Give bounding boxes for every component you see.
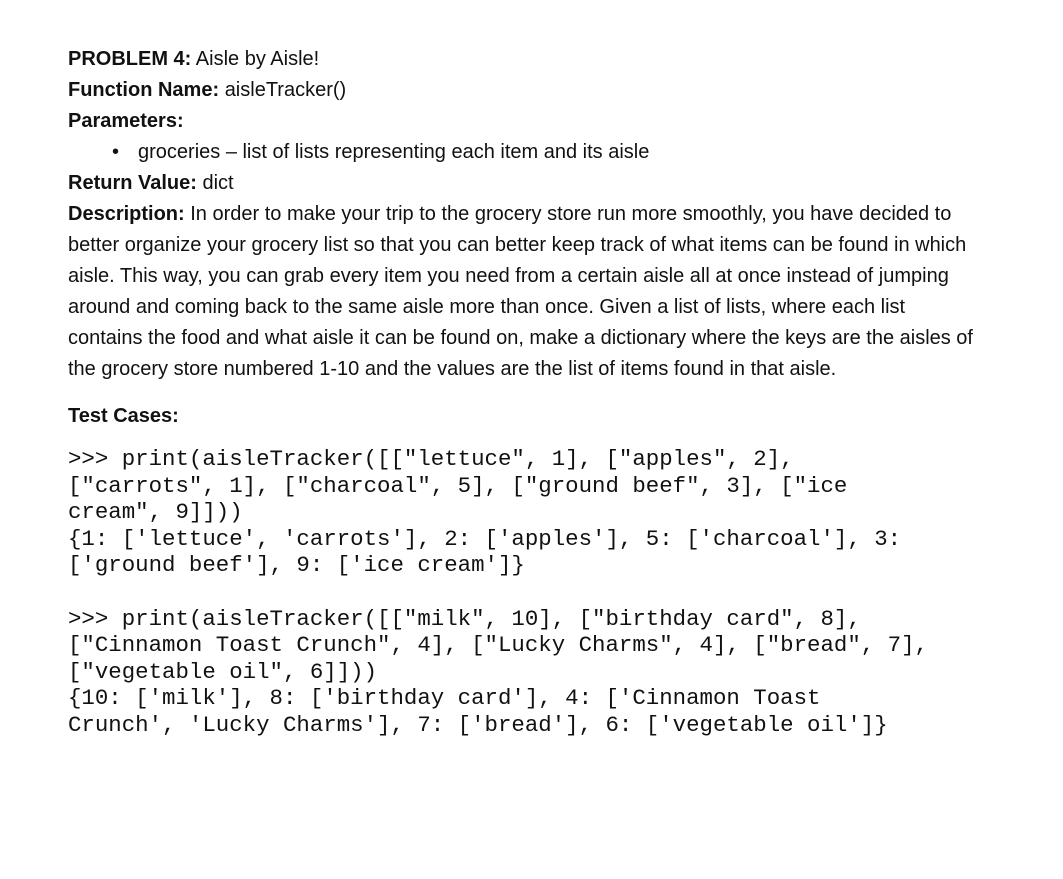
description-paragraph <box>68 199 980 385</box>
problem-heading <box>68 44 998 75</box>
test-cases-label: Test Cases: <box>68 405 179 427</box>
code-line: cream", 9]])) <box>68 499 243 525</box>
function-name-value: aisleTracker() <box>224 79 347 101</box>
problem-label: PROBLEM 4: <box>68 48 192 70</box>
test-case-2 <box>68 606 998 739</box>
output-line: {1: ['lettuce', 'carrots'], 2: ['apples'], 5: ['charcoal'], 3: <box>68 525 902 552</box>
code-line: ["vegetable oil", 6]])) <box>68 658 378 685</box>
output-line: Crunch', 'Lucky Charms'], 7: ['bread'], 6: ['vegetable oil']} <box>68 711 888 738</box>
parameters-row <box>68 106 998 137</box>
test-case-1 <box>68 446 998 579</box>
parameter-text: groceries – list of lists representing each item and its aisle <box>138 141 650 163</box>
bullet-icon: • <box>112 141 120 163</box>
test-cases-heading <box>68 401 998 432</box>
function-name-label: Function Name: <box>68 79 220 101</box>
description-label: Description: <box>68 203 185 225</box>
parameter-item <box>68 137 998 168</box>
problem-title: Aisle by Aisle! <box>195 48 320 70</box>
return-value-text: dict <box>202 172 234 194</box>
code-line: >>> print(aisleTracker([["milk", 10], ["birthday card", 8], <box>68 605 861 632</box>
code-line: ["Cinnamon Toast Crunch", 4], ["Lucky Charms", 4], ["bread", 7], <box>68 632 928 658</box>
output-line: {10: ['milk'], 8: ['birthday card'], 4: ['Cinnamon Toast <box>68 685 821 711</box>
code-line: >>> print(aisleTracker([["lettuce", 1], ["apples", 2], <box>68 446 794 472</box>
description-text: In order to make your trip to the grocery store run more smoothly, you have decided to better organize your grocery list so that you can better keep track of what items can be found in which aisle. This way, you can grab every item you need from a certain aisle all at once instead of jumping around and coming back to the same aisle more than once. Given a list of lists, where each list contains the food and what aisle it can be found on, make a dictionary where the keys are the aisles of the grocery store numbered 1-10 and the values are the list of items found in that aisle. <box>68 203 973 380</box>
output-line: ['ground beef'], 9: ['ice cream']} <box>68 552 525 578</box>
parameters-label: Parameters: <box>68 110 184 132</box>
function-name-row <box>68 75 998 106</box>
code-line: ["carrots", 1], ["charcoal", 5], ["ground beef", 3], ["ice <box>68 472 848 499</box>
return-value-row <box>68 168 998 199</box>
return-value-label: Return Value: <box>68 172 197 194</box>
problem-document <box>68 44 998 738</box>
